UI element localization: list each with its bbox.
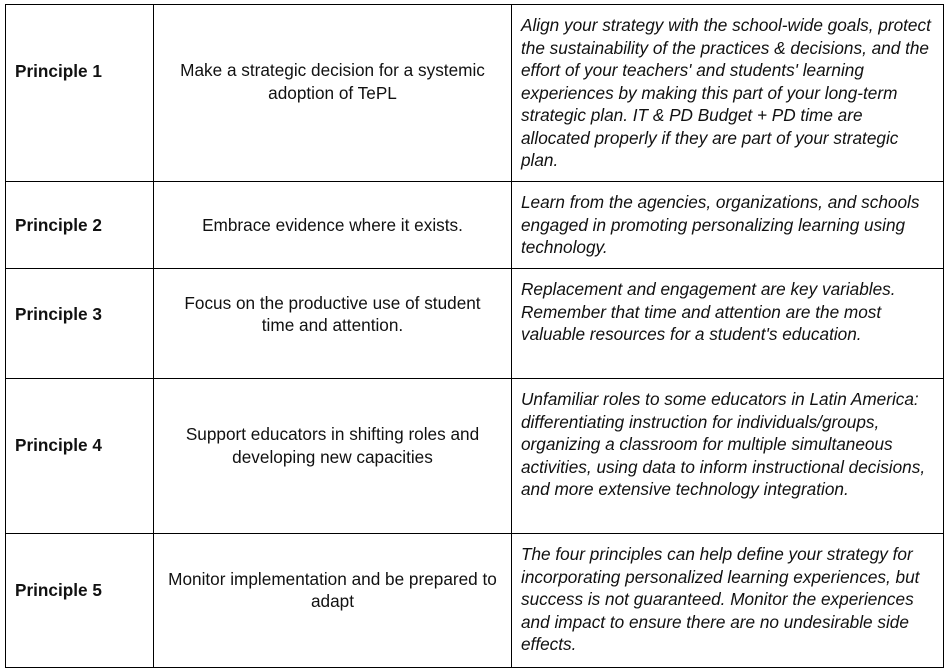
principle-description: The four principles can help define your strategy for incorporating personalized learning experiences, but success is not guaranteed. Monitor the experiences and impact to ensure there are no undesirable side effects.: [512, 534, 944, 668]
principle-title-cell: [154, 269, 512, 379]
principle-title-cell: [154, 534, 512, 668]
principle-description: Align your strategy with the school-wide goals, protect the sustainability of the practices & decisions, and the effort of your teachers' and students' learning experiences by making this part of your long-term strategic plan. IT & PD Budget + PD time are allocated properly if they are part of your strategic plan.: [512, 5, 944, 182]
principle-label: Principle 4: [6, 379, 154, 534]
table-row-principle-1: [6, 5, 944, 182]
principle-title: Make a strategic decision for a systemic adoption of TePL: [180, 60, 485, 103]
principle-description: Replacement and engagement are key variables. Remember that time and attention are the most valuable resources for a student's education.: [512, 269, 944, 379]
principle-label: Principle 5: [6, 534, 154, 668]
principle-label: Principle 1: [6, 5, 154, 182]
principle-title: Monitor implementation and be prepared to adapt: [168, 568, 497, 611]
principles-table: [5, 4, 944, 668]
principle-description: Learn from the agencies, organizations, and schools engaged in promoting personalizing learning using technology.: [512, 182, 944, 269]
principle-title: Focus on the productive use of student time and attention.: [184, 292, 481, 335]
principles-table-container: [5, 4, 931, 667]
principle-title-cell: [154, 379, 512, 534]
principle-title: Embrace evidence where it exists.: [202, 214, 463, 235]
principle-description: Unfamiliar roles to some educators in Latin America: differentiating instruction for individuals/groups, organizing a classroom for multiple simultaneous activities, using data to inform instructional decisions, and more extensive technology integration.: [512, 379, 944, 534]
table-row-principle-3: [6, 269, 944, 379]
table-row-principle-5: [6, 534, 944, 668]
principle-label: Principle 2: [6, 182, 154, 269]
principle-label: Principle 3: [6, 269, 154, 379]
table-row-principle-2: [6, 182, 944, 269]
principle-title-cell: [154, 5, 512, 182]
table-row-principle-4: [6, 379, 944, 534]
principle-title: Support educators in shifting roles and developing new capacities: [185, 424, 480, 467]
principle-title-cell: [154, 182, 512, 269]
